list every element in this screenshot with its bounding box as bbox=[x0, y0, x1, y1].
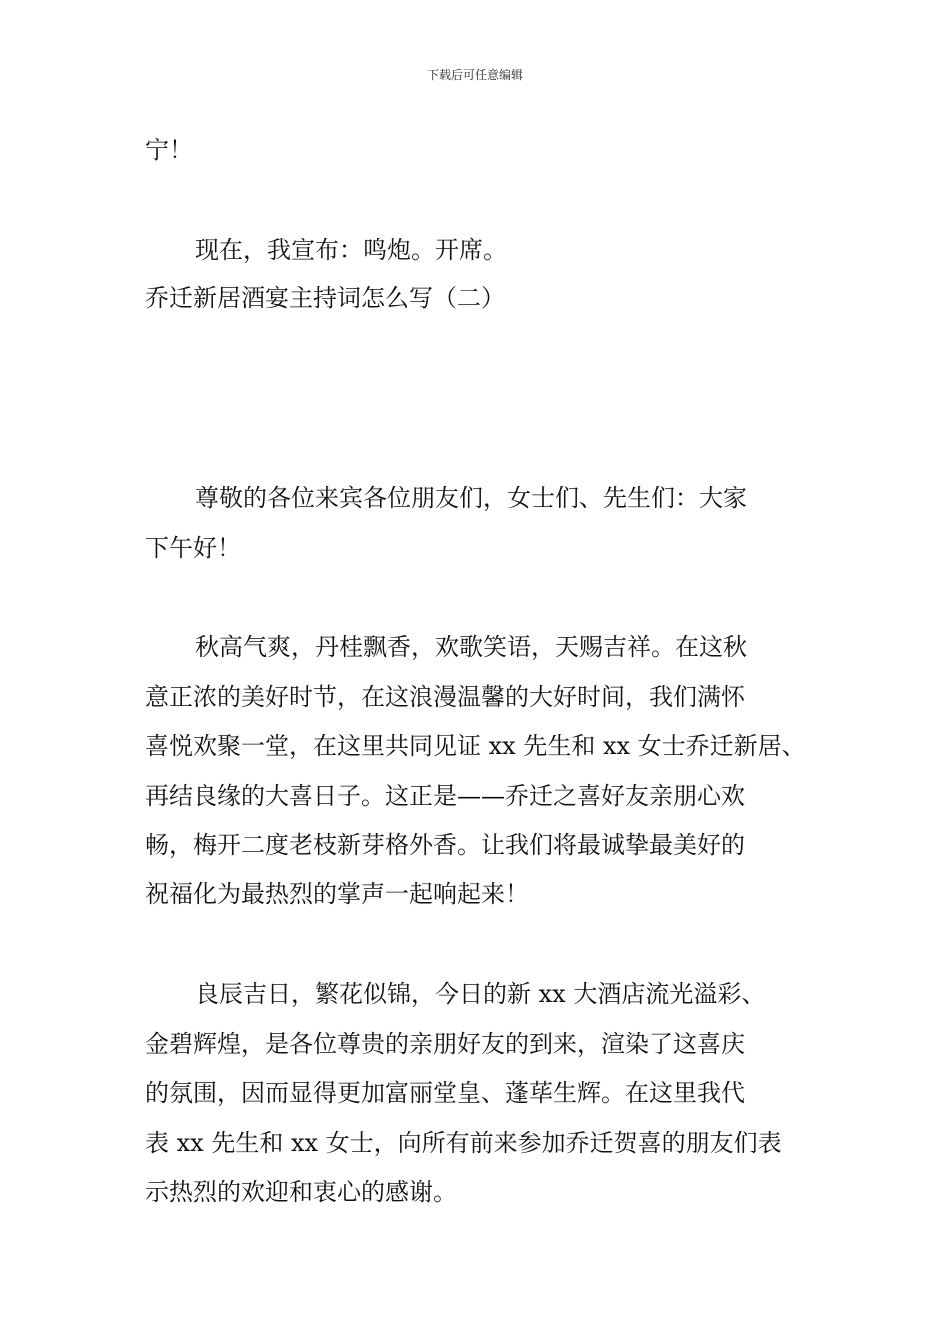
paragraph-line: 再结良缘的大喜日子。这正是——乔迁之喜好友亲朋心欢 bbox=[145, 782, 745, 810]
paragraph-line: 意正浓的美好时节，在这浪漫温馨的大好时间，我们满怀 bbox=[145, 683, 745, 711]
paragraph-line: 下午好！ bbox=[145, 534, 241, 562]
paragraph-line: 表 xx 先生和 xx 女士，向所有前来参加乔迁贺喜的朋友们表 bbox=[145, 1129, 782, 1157]
paragraph-line: 金碧辉煌，是各位尊贵的亲朋好友的到来，渲染了这喜庆 bbox=[145, 1030, 745, 1058]
paragraph-line: 喜悦欢聚一堂，在这里共同见证 xx 先生和 xx 女士乔迁新居、 bbox=[145, 732, 806, 760]
paragraph-line: 示热烈的欢迎和衷心的感谢。 bbox=[145, 1178, 457, 1206]
text-line: 宁！ bbox=[145, 136, 193, 164]
paragraph-line: 现在，我宣布：鸣炮。开席。 bbox=[195, 236, 507, 264]
paragraph-line: 的氛围，因而显得更加富丽堂皇、蓬荜生辉。在这里我代 bbox=[145, 1079, 745, 1107]
section-title: 乔迁新居酒宴主持词怎么写（二） bbox=[145, 284, 505, 312]
paragraph-line: 畅，梅开二度老枝新芽格外香。让我们将最诚挚最美好的 bbox=[145, 831, 745, 859]
paragraph-line: 良辰吉日，繁花似锦，今日的新 xx 大酒店流光溢彩、 bbox=[195, 980, 766, 1008]
paragraph-line: 秋高气爽，丹桂飘香，欢歌笑语，天赐吉祥。在这秋 bbox=[195, 633, 747, 661]
paragraph-line: 祝福化为最热烈的掌声一起响起来！ bbox=[145, 880, 529, 908]
paragraph-line: 尊敬的各位来宾各位朋友们，女士们、先生们：大家 bbox=[195, 484, 747, 512]
header-note: 下载后可任意编辑 bbox=[426, 68, 523, 82]
